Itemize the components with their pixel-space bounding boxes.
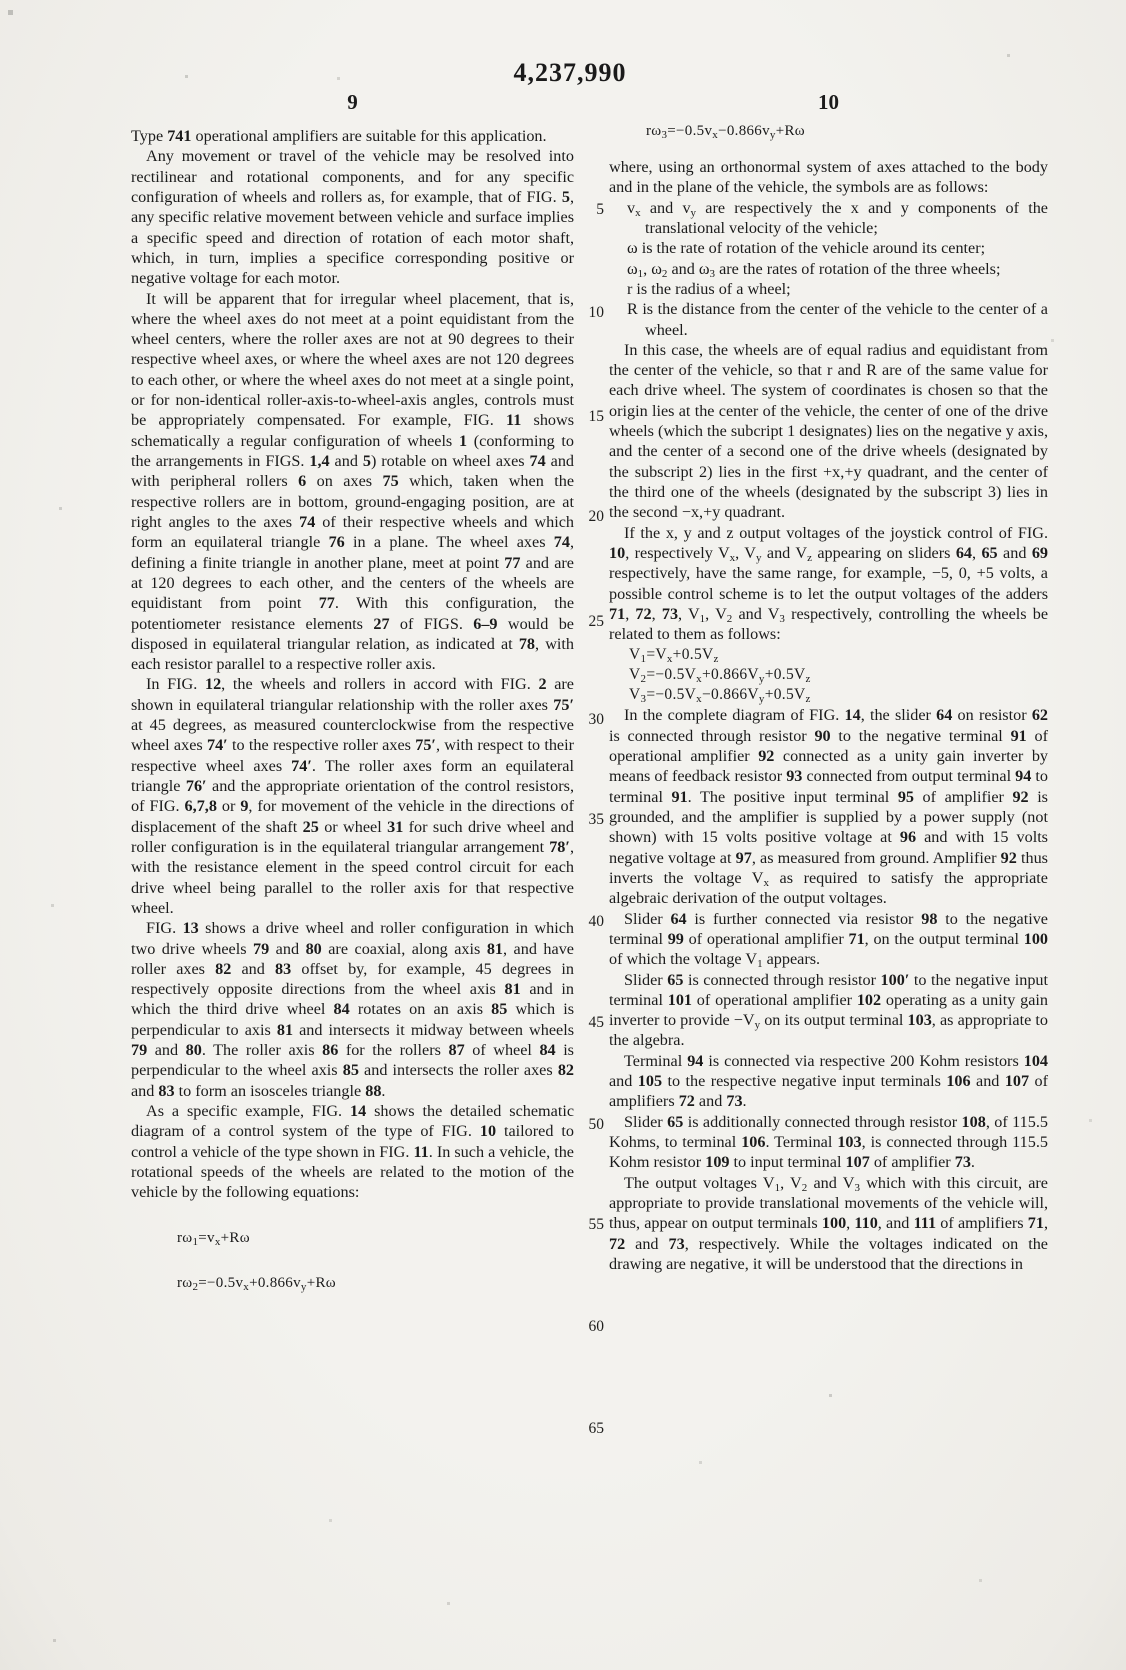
- equation: $r\omega_2=-0.5v_x+0.866v_y+R\omega$: [177, 1274, 336, 1293]
- definition-item: $\omega_1$, $\omega_2$ and $\omega_3$ are the rates of rotation of the three wheels;: [627, 259, 1001, 280]
- paragraph: It will be apparent that for irregular wheel placement, that is, where the wheel axes do not meet at a point equidistant from the wheel centers, where the roller axes are not at 90 degrees to their respective wheel axes, or where the wheel axes are not 120 degrees to each other, or where the wheel axes do not meet at a single point, or for non-identical roller-axis-to-wheel-axis angles, controls must be appropriately compensated. For example, FIG. 11 shows schematically a regular configuration of wheels 1 (conforming to the arrangements in FIGS. 1,4 and 5) rotable on wheel axes 74 and with peripheral rollers 6 on axes 75 which, taken when the respective rollers are in bottom, ground-engaging position, are at right angles to the axes 74 of their respective wheels and which form an equilateral triangle 76 in a plane. The wheel axes 74, defining a finite triangle in another plane, meet at point 77 and are at 120 degrees to each other, and the centers of the wheels are equidistant from point 77. With this configuration, the potentiometer resistance elements 27 of FIGS. 6–9 would be disposed in equilateral triangular relation, as indicated at 78, with each resistor parallel to a respective roller axis.: [131, 289, 575, 674]
- definition-item: ω is the rate of rotation of the vehicle around its center;: [627, 239, 986, 258]
- equation-line: $V_3=-0.5V_x-0.866V_y+0.5V_z$: [629, 686, 811, 706]
- paragraph: In FIG. 12, the wheels and rollers in accord with FIG. 2 are shown in equilateral triangular relationship with the roller axes 75′ at 45 degrees, as measured counterclockwise from the respective wheel axes 74′ to the respective roller axes 75′, with respect to their respective wheel axes 74′. The roller axes form an equilateral triangle 76′ and the appropriate orientation of the control resistors, of FIG. 6,7,8 or 9, for movement of the vehicle in the directions of displacement of the shaft 25 or wheel 31 for such drive wheel and roller configuration is in the equilateral triangular arrangement 78′, with the resistance element in the speed control circuit for each drive wheel being parallel to the roller axis for that respective wheel.: [131, 675, 575, 917]
- equation-line: $V_2=-0.5V_x+0.866V_y+0.5V_z$: [629, 665, 811, 685]
- paragraph: In the complete diagram of FIG. 14, the slider 64 on resistor 62 is connected through resistor 90 to the negative terminal 91 of operational amplifier 92 connected as a unity gain inverter by means of feedback resistor 93 connected from output terminal 94 to terminal 91. The positive input terminal 95 of amplifier 92 is grounded, and the amplifier is supplied by a power supply (not shown) with 15 volts positive voltage at 96 and with 15 volts negative voltage at 97, as measured from ground. Amplifier 92 thus inverts the voltage $V_x$ as required to satisfy the appropriate algebraic derivation of the output voltages.: [609, 706, 1049, 908]
- gutter-line-number: 50: [588, 1116, 604, 1133]
- gutter-line-number: 30: [588, 711, 604, 728]
- column-number-right: 10: [818, 90, 839, 114]
- paragraph: Terminal 94 is connected via respective 200 Kohm resistors 104 and 105 to the respective negative input terminals 106 and 107 of amplifiers 72 and 73.: [609, 1051, 1049, 1111]
- equation-line: $V_1=V_x+0.5V_z$: [629, 645, 719, 665]
- equation: $r\omega_3=-0.5v_x-0.866v_y+R\omega$: [646, 123, 805, 141]
- gutter-line-number: 35: [588, 811, 604, 828]
- gutter-line-number: 45: [588, 1014, 604, 1031]
- gutter-line-number: 65: [588, 1420, 604, 1437]
- gutter-line-number: 60: [588, 1318, 604, 1335]
- gutter-line-number: 55: [588, 1216, 604, 1233]
- gutter-line-number: 40: [588, 913, 604, 930]
- definition-item: r is the radius of a wheel;: [627, 279, 791, 298]
- paragraph: Slider 65 is additionally connected through resistor 108, of 115.5 Kohms, to terminal 106. Terminal 103, is connected through 115.5 Kohm resistor 109 to input terminal 107 of amplifier 73.: [609, 1112, 1049, 1172]
- paragraph: Slider 65 is connected through resistor 100′ to the negative input terminal 101 of operational amplifier 102 operating as a unity gain inverter to provide $-V_y$ on its output terminal 103, as appropriate to the algebra.: [609, 970, 1049, 1050]
- left-column: [131, 126, 574, 1293]
- right-column: [609, 120, 1048, 1274]
- paragraph: If the x, y and z output voltages of the joystick control of FIG. 10, respectively $V_x$, $V_y$ and $V_z$ appearing on sliders 64, 65 and 69 respectively, have the same range, for example, −5, 0, +5 volts, a possible control scheme is to let the output voltages of the adders 71, 72, 73, $V_1$, $V_2$ and $V_3$ respectively, controlling the wheels be related to them as follows:: [609, 523, 1049, 644]
- paragraph: where, using an orthonormal system of axes attached to the body and in the plane of the vehicle, the symbols are as follows:: [609, 158, 1048, 197]
- definition-item: $v_x$ and $v_y$ are respectively the x and y components of the translational velocity of the vehicle;: [627, 198, 1048, 237]
- gutter-line-number: 25: [588, 613, 604, 630]
- patent-number: 4,237,990: [513, 58, 627, 87]
- paragraph: Slider 64 is further connected via resistor 98 to the negative terminal 99 of operational amplifier 71, on the output terminal 100 of which the voltage $V_1$ appears.: [609, 909, 1048, 971]
- scan-artifacts: [0, 0, 1, 1]
- paragraph: Type 741 operational amplifiers are suitable for this application.: [131, 127, 547, 145]
- paragraph: Any movement or travel of the vehicle may be resolved into rectilinear and rotational components, and for any specific configuration of wheels and rollers as, for example, that of FIG. 5, any specific relative movement between vehicle and surface implies a specific speed and direction of rotation of each motor shaft, which, in turn, implies a specifice corresponding positive or negative voltage for each motor.: [131, 147, 574, 288]
- definition-item: R is the distance from the center of the vehicle to the center of a wheel.: [627, 300, 1048, 339]
- equation: $r\omega_1=v_x+R\omega$: [177, 1229, 250, 1248]
- gutter-line-number: 15: [588, 408, 604, 425]
- gutter-line-number: 10: [588, 304, 604, 321]
- paragraph: As a specific example, FIG. 14 shows the detailed schematic diagram of a control system of the type of FIG. 10 tailored to control a vehicle of the type shown in FIG. 11. In such a vehicle, the rotational speeds of the wheels are related to the motion of the vehicle by the following equations:: [131, 1102, 574, 1202]
- paragraph: In this case, the wheels are of equal radius and equidistant from the center of the vehicle, so that r and R are of the same value for each drive wheel. The system of coordinates is chosen so that the origin lies at the center of the vehicle, the center of one of the drive wheels (which the subcript 1 designates) lies on the negative y axis, and the center of a second one of the drive wheels (designated by the subscript 2) lies in the first +x,+y quadrant, and the center of the third one of the wheels (designated by the subscript 3) lies in the second −x,+y quadrant.: [609, 340, 1048, 522]
- gutter-line-number: 5: [596, 201, 604, 218]
- paragraph: FIG. 13 shows a drive wheel and roller configuration in which two drive wheels 79 and 80 are coaxial, along axis 81, and have roller axes 82 and 83 offset by, for example, 45 degrees in respectively opposite directions from the wheel axis 81 and in which the third drive wheel 84 rotates on an axis 85 which is perpendicular to axis 81 and intersects it midway between wheels 79 and 80. The roller axis 86 for the rollers 87 of wheel 84 is perpendicular to the wheel axis 85 and intersects the roller axes 82 and 83 to form an isosceles triangle 88.: [131, 919, 574, 1100]
- paragraph: The output voltages $V_1$, $V_2$ and $V_3$ which with this circuit, are appropriate to provide translational movements of the vehicle will, thus, appear on output terminals 100, 110, and 111 of amplifiers 71, 72 and 73, respectively. While the voltages indicated on the drawing are negative, it will be understood that the directions in: [609, 1173, 1048, 1273]
- gutter-line-number: 20: [588, 508, 604, 525]
- column-number-left: 9: [347, 90, 358, 114]
